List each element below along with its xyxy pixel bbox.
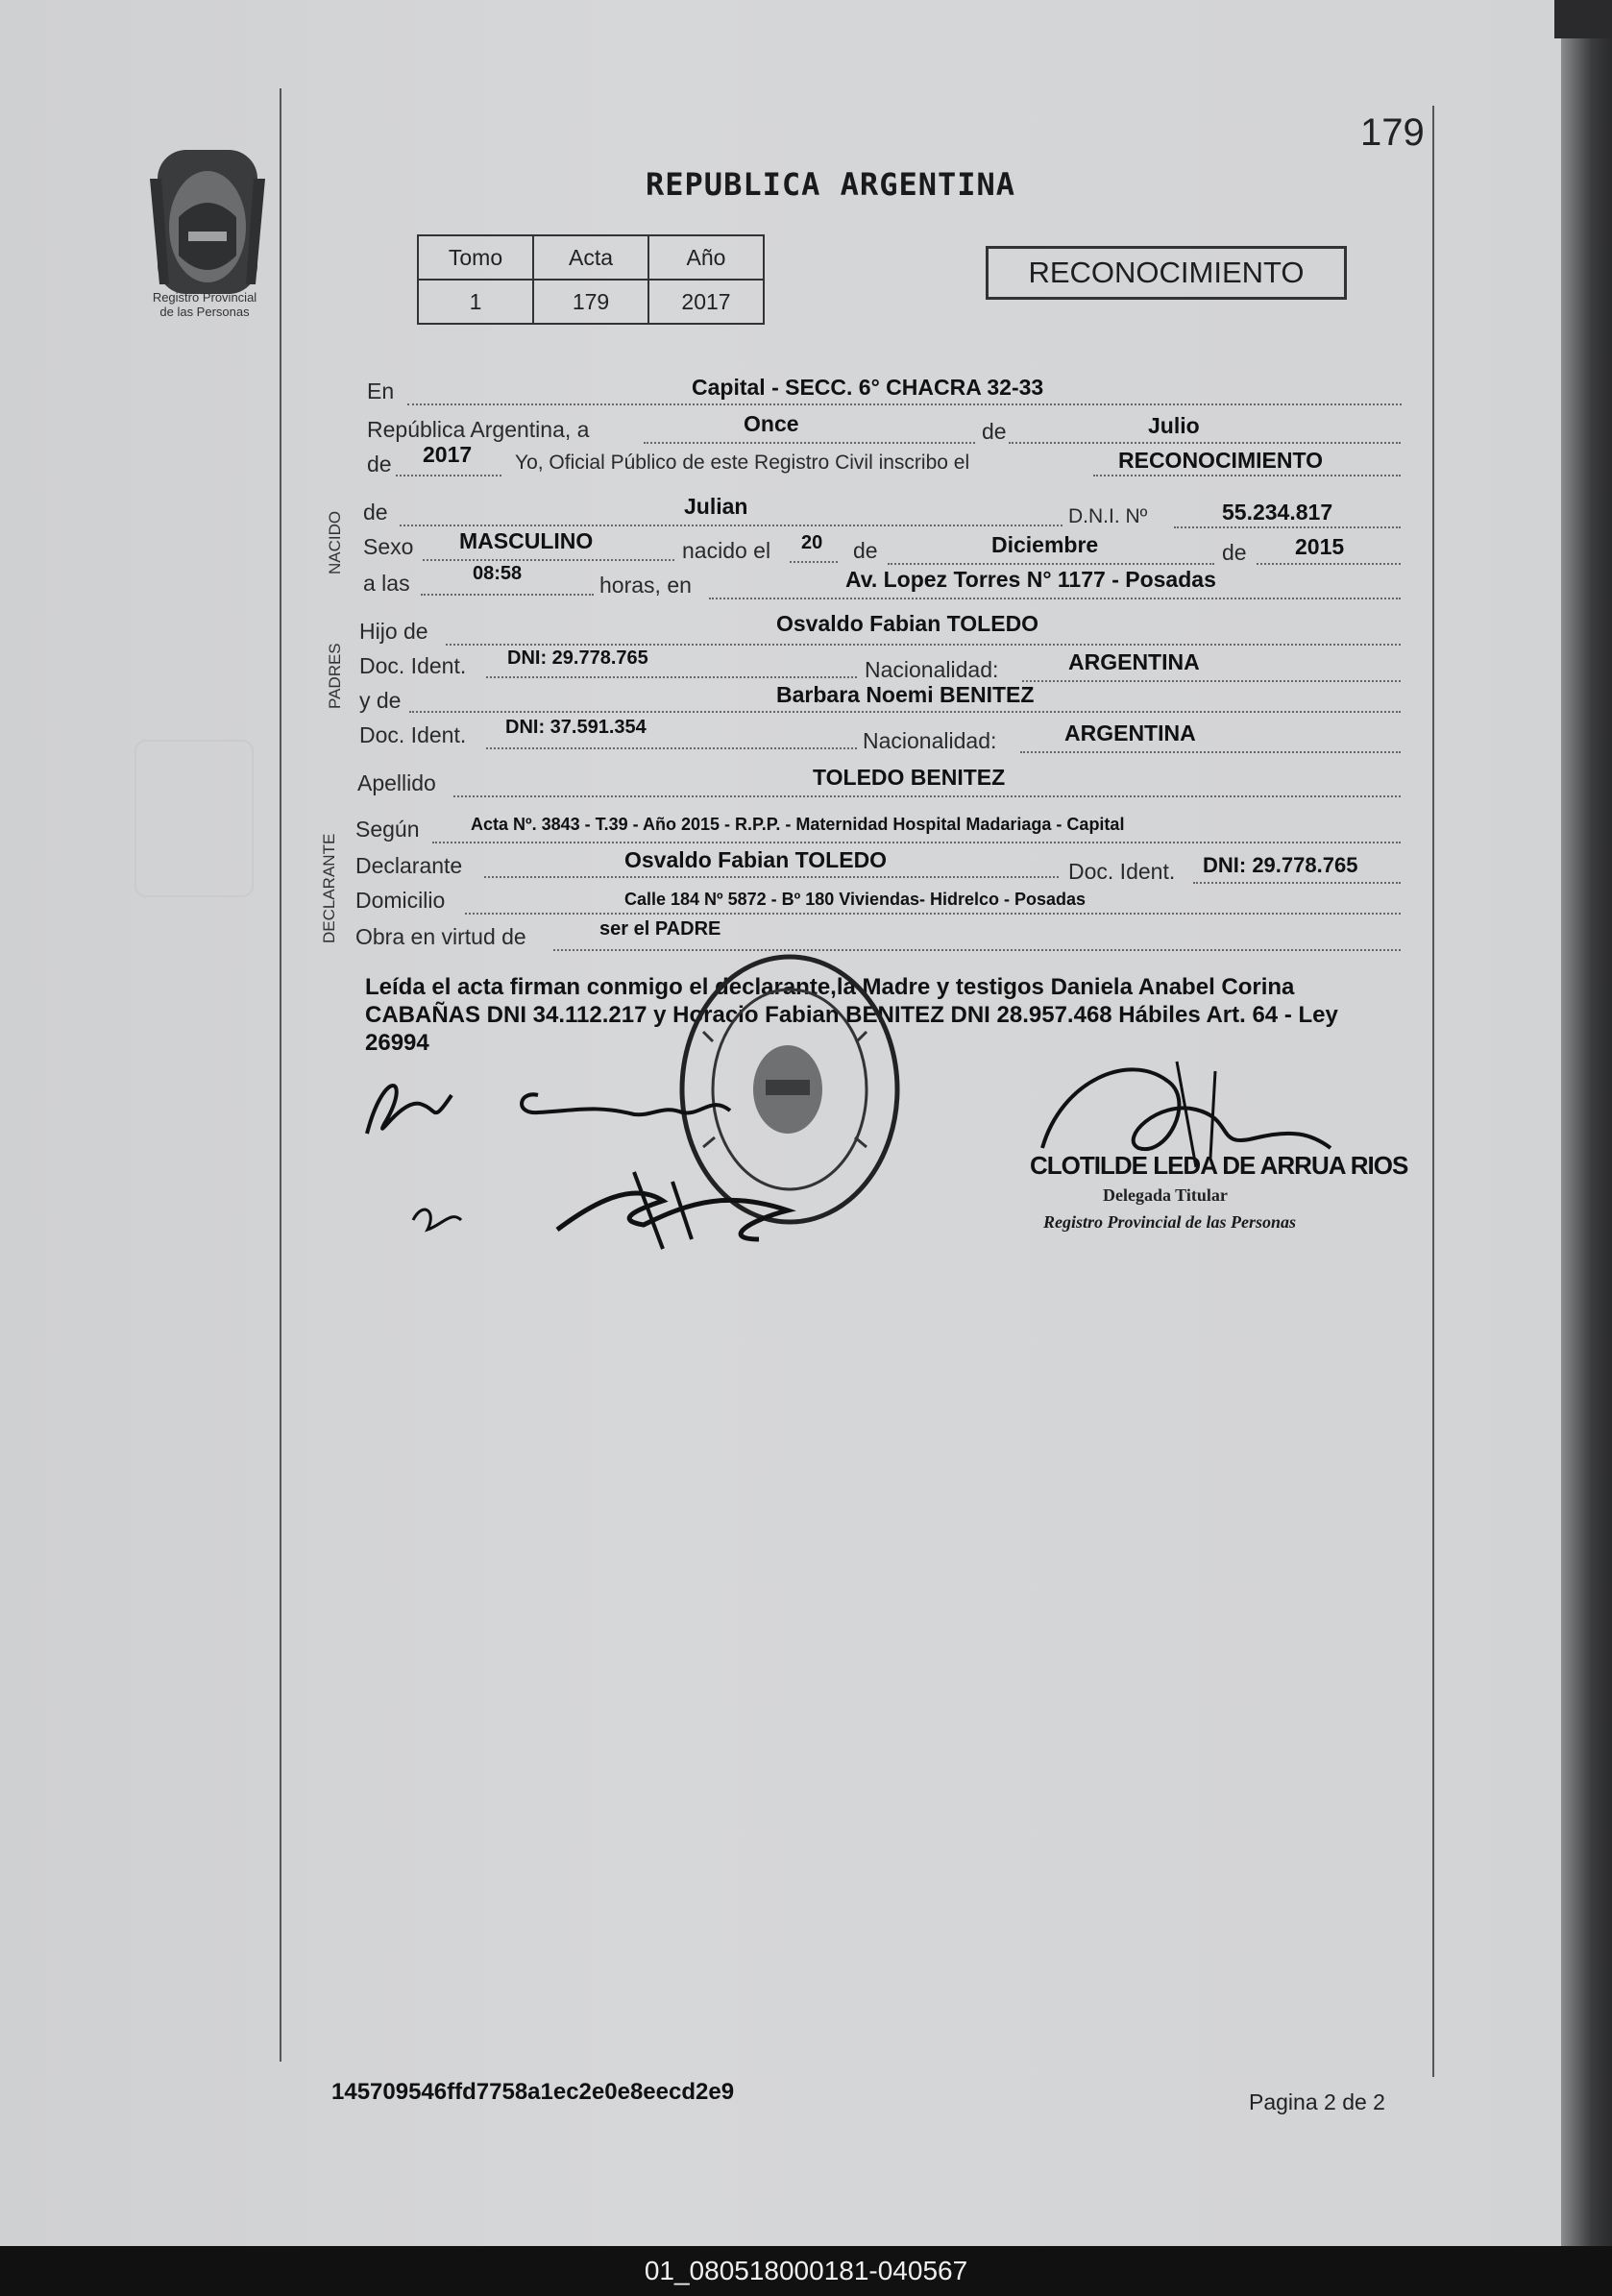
dotted-line xyxy=(709,598,1401,599)
bleed-through-mark xyxy=(134,740,254,897)
dotted-line xyxy=(423,559,674,561)
value-oficial: RECONOCIMIENTO xyxy=(1118,448,1323,473)
logo-caption-line2: de las Personas xyxy=(159,305,250,319)
header-anio: Año xyxy=(648,235,764,280)
logo-caption xyxy=(123,290,286,319)
dotted-line xyxy=(1174,526,1401,528)
record-type-box: RECONOCIMIENTO xyxy=(986,246,1347,300)
header-acta: Acta xyxy=(533,235,648,280)
value-tomo: 1 xyxy=(418,280,533,324)
label-doc1: Doc. Ident. xyxy=(359,653,467,678)
value-a-las: 08:58 xyxy=(473,563,523,584)
label-domicilio: Domicilio xyxy=(355,888,446,913)
value-apellido: TOLEDO BENITEZ xyxy=(813,765,1006,790)
value-nac1: ARGENTINA xyxy=(1068,649,1200,674)
document-title: REPUBLICA ARGENTINA xyxy=(646,166,1016,203)
value-anio: 2017 xyxy=(648,280,764,324)
logo-caption-line1: Registro Provincial xyxy=(152,290,257,305)
dotted-line xyxy=(453,795,1401,797)
value-sexo: MASCULINO xyxy=(459,528,594,553)
side-label-nacido: NACIDO xyxy=(326,510,344,574)
value-de-mes: Julio xyxy=(1148,413,1200,438)
label-nac2: Nacionalidad: xyxy=(863,728,997,753)
value-republica: Once xyxy=(744,411,799,436)
value-horas-en: Av. Lopez Torres N° 1177 - Posadas xyxy=(845,567,1216,592)
label-oficial: Yo, Oficial Público de este Registro Civil inscribo el xyxy=(515,452,970,474)
dotted-line xyxy=(486,676,857,678)
label-nacido-de2: de xyxy=(1222,540,1247,565)
dotted-line xyxy=(421,594,594,596)
dotted-line xyxy=(1009,442,1401,444)
dotted-line xyxy=(790,561,838,563)
side-label-declarante: DECLARANTE xyxy=(320,833,338,943)
value-nac2: ARGENTINA xyxy=(1064,721,1196,745)
value-nacido-de2: 2015 xyxy=(1295,534,1345,559)
dotted-line xyxy=(409,711,1401,713)
label-horas-en: horas, en xyxy=(599,573,692,598)
record-table-values xyxy=(418,280,764,324)
value-domicilio: Calle 184 Nº 5872 - Bº 180 Viviendas- Hidrelco - Posadas xyxy=(624,890,1087,909)
value-decl-doc: DNI: 29.778.765 xyxy=(1203,853,1358,877)
dotted-line xyxy=(484,876,1059,878)
official-role: Delegada Titular xyxy=(1103,1185,1228,1205)
dotted-line xyxy=(486,747,857,749)
dotted-line xyxy=(465,913,1401,915)
dotted-line xyxy=(644,442,975,444)
official-registry: Registro Provincial de las Personas xyxy=(1043,1212,1297,1232)
label-dni: D.N.I. Nº xyxy=(1068,505,1148,527)
header-tomo: Tomo xyxy=(418,235,533,280)
record-table-header xyxy=(418,235,764,280)
label-nacido-el: nacido el xyxy=(682,538,771,563)
page-number: 179 xyxy=(1360,111,1425,154)
value-nacido-el: 20 xyxy=(801,532,823,553)
value-declarante: Osvaldo Fabian TOLEDO xyxy=(624,847,888,872)
label-declarante: Declarante xyxy=(355,853,463,878)
side-label-padres: PADRES xyxy=(326,643,344,709)
value-dni: 55.234.817 xyxy=(1222,500,1333,525)
label-decl-doc: Doc. Ident. xyxy=(1068,859,1176,884)
binding-edge xyxy=(1561,0,1612,2246)
dotted-line xyxy=(396,475,501,476)
scan-corner xyxy=(1554,0,1612,38)
pagination: Pagina 2 de 2 xyxy=(1249,2089,1385,2114)
dotted-line xyxy=(407,403,1402,405)
label-hijo-de: Hijo de xyxy=(359,619,428,644)
label-en: En xyxy=(367,379,395,403)
label-a-las: a las xyxy=(363,571,410,596)
value-doc2: DNI: 37.591.354 xyxy=(505,717,647,738)
label-doc2: Doc. Ident. xyxy=(359,722,467,747)
dotted-line xyxy=(400,525,1062,526)
value-segun: Acta Nº. 3843 - T.39 - Año 2015 - R.P.P. - Maternidad Hospital Madariaga - Capital xyxy=(471,815,1125,834)
label-de-mes: de xyxy=(982,419,1007,444)
value-doc1: DNI: 29.778.765 xyxy=(507,647,648,669)
value-en: Capital - SECC. 6° CHACRA 32-33 xyxy=(692,375,1044,400)
handwritten-signatures xyxy=(346,1057,970,1268)
value-obra: ser el PADRE xyxy=(599,918,721,940)
label-apellido: Apellido xyxy=(357,770,436,795)
record-table xyxy=(417,234,765,325)
value-acta: 179 xyxy=(533,280,648,324)
right-margin-rule xyxy=(1432,106,1434,2077)
value-de-anio: 2017 xyxy=(423,442,473,467)
value-hijo-de: Osvaldo Fabian TOLEDO xyxy=(776,611,1039,636)
value-y-de: Barbara Noemi BENITEZ xyxy=(776,682,1035,707)
value-nombre: Julian xyxy=(684,494,748,519)
document-hash: 145709546ffd7758a1ec2e0e8eecd2e9 xyxy=(331,2079,735,2105)
label-republica: República Argentina, a xyxy=(367,417,590,442)
closing-statement: Leída el acta firman conmigo el declarante,la Madre y testigos Daniela Anabel Corina CABAÑAS DNI 34.112.217 y Horacio Fabian BENITEZ DNI 28.957.468 Hábiles Art. 64 - Ley 26994 xyxy=(365,974,1338,1056)
label-y-de: y de xyxy=(359,688,402,713)
label-segun: Según xyxy=(355,817,420,842)
value-nacido-de: Diciembre xyxy=(991,532,1099,557)
dotted-line xyxy=(1193,882,1401,884)
dotted-line xyxy=(1093,475,1401,476)
left-margin-rule xyxy=(280,88,281,2062)
dotted-line xyxy=(1257,563,1401,565)
dotted-line xyxy=(446,644,1401,646)
scan-id-bar: 01_080518000181-040567 xyxy=(0,2246,1612,2296)
official-name: CLOTILDE LEDA DE ARRUA RIOS xyxy=(1030,1151,1408,1180)
label-sexo: Sexo xyxy=(363,534,414,559)
dotted-line xyxy=(1020,751,1401,753)
dotted-line xyxy=(1022,680,1401,682)
label-de-anio: de xyxy=(367,452,392,476)
label-nac1: Nacionalidad: xyxy=(865,657,999,682)
label-de-nombre: de xyxy=(363,500,388,525)
dotted-line xyxy=(888,563,1214,565)
label-obra: Obra en virtud de xyxy=(355,924,526,949)
dotted-line xyxy=(432,842,1401,843)
label-nacido-de: de xyxy=(853,538,878,563)
